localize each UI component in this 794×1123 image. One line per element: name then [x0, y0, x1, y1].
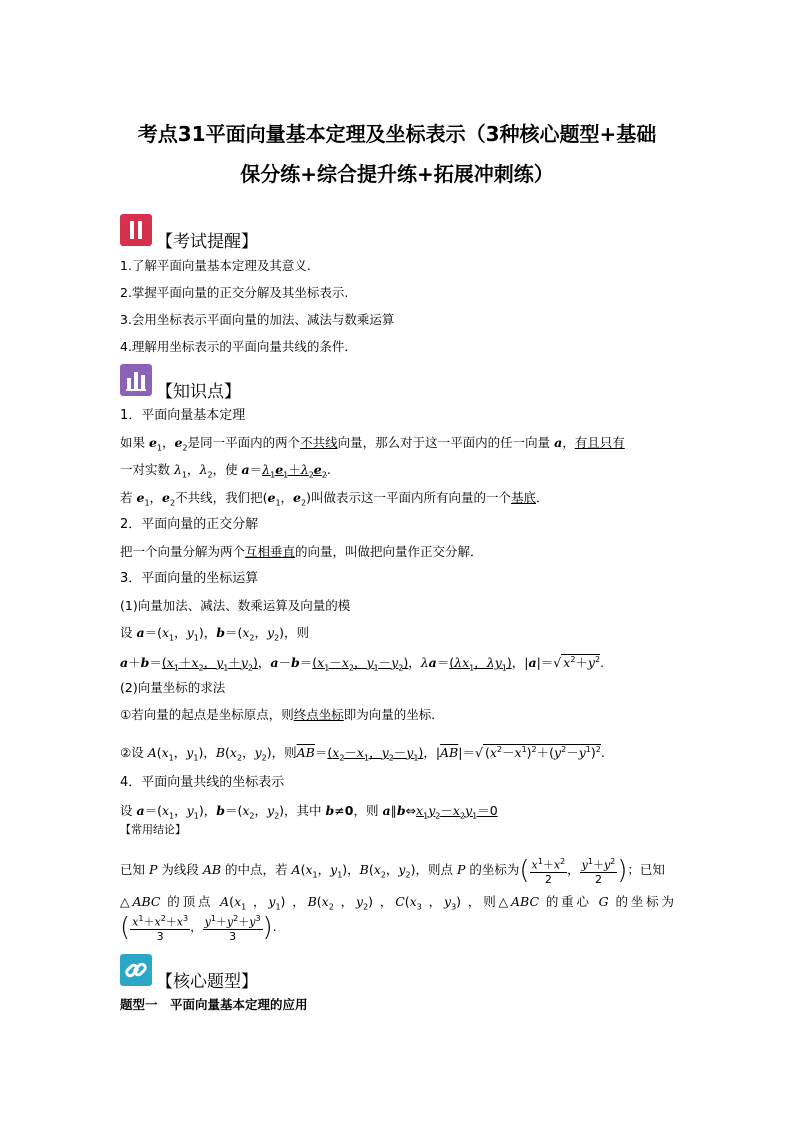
coordinate-rule-1: ①若向量的起点是坐标原点，则终点坐标即为向量的坐标．	[120, 707, 444, 722]
midpoint-formula-line: 已知 P 为线段 AB 的中点，若 $A(x_1$，$y_1$)，$B(x_2$，$y_2$)，则点 P 的坐标为( $\frac{x^1+x^2}{2}$ ， $\frac{y^1+y^2}{2}$ )；已知	[120, 855, 665, 886]
page-title-line1: 考点31平面向量基本定理及坐标表示（3种核心题型+基础	[137, 122, 657, 146]
page-title-line2: 保分练+综合提升练+拓展冲刺练）	[240, 162, 554, 186]
reminder-item-4: 4.理解用坐标表示的平面向量共线的条件．	[120, 339, 357, 354]
knowledge-heading-4: 4．平面向量共线的坐标表示	[120, 775, 285, 790]
orthogonal-decomposition-text: 把一个向量分解为两个互相垂直的向量，叫做把向量作正交分解．	[120, 544, 483, 559]
section-core-heading: 【核心题型】	[156, 972, 258, 992]
reminder-item-1: 1.了解平面向量基本定理及其意义.	[120, 258, 311, 273]
knowledge-heading-3: 3．平面向量的坐标运算	[120, 571, 259, 586]
core-type-1-heading: 题型一 平面向量基本定理的应用	[120, 997, 308, 1012]
theorem-line-2: 一对实数 $\lambda_1$，$\lambda_2$，使 $a=\lambda_1e_1+\lambda_2e_2$.	[120, 462, 331, 480]
knowledge-heading-2: 2．平面向量的正交分解	[120, 517, 259, 532]
coordinate-setup: 设 $a=(x_1$，$y_1$)，$b=(x_2$，$y_2$)，则	[120, 625, 310, 643]
collinear-condition: 设 $a=(x_1$，$y_1$)，$b=(x_2$，$y_2$)，其中 b≠0，则 $a\parallel b\Leftrightarrow x_1y_2-x_2y_1=0$	[120, 803, 498, 821]
knowledge-heading-1: 1．平面向量基本定理	[120, 408, 246, 423]
centroid-formula-line-2: ( $\frac{x^1+x^2+x^3}{3}$ ， $\frac{y^1+y^2+y^3}{3}$ ).	[120, 912, 277, 943]
common-conclusion-label: 【常用结论】	[120, 823, 186, 836]
centroid-formula-line-1: △ABC 的顶点 $A(x_1$ ，$y_1$) ，$B(x_2$ ，$y_2$) ，$C(x_3$ ，$y_3$) ，则△ABC 的重心 G 的坐标为	[120, 894, 675, 912]
knowledge-sub-heading-3-2: (2)向量坐标的求法	[120, 680, 226, 695]
theorem-line-3: 若 $e_1$，$e_2$不共线，我们把($e_1$，$e_2$)叫做表示这一平面内所有向量的一个基底．	[120, 490, 549, 508]
bar-chart-icon	[120, 364, 152, 396]
link-icon	[120, 954, 152, 986]
knowledge-sub-heading-3-1: (1)向量加法、减法、数乘运算及向量的模	[120, 598, 351, 613]
coordinate-rule-2: ②设 $A(x_1$，$y_1$)，$B(x_2$，$y_2$)，则$\overline{AB}=(x_2-x_1$，$y_2-y_1$)，$|\overline{AB}|=√$ $(x^2-x^1)^2+(y^2-y^1)^2$.	[120, 745, 605, 763]
section-knowledge-heading: 【知识点】	[156, 382, 241, 402]
coordinate-operations: $a+b=(x_1+x_2$，$y_1+y_2$)，$a-b=(x_1-x_2$，$y_1-y_2$)，$\lambda a=(\lambda x_1$，$\lambda y_1$)，|a|＝√ $x^2+y^2$.	[120, 655, 605, 673]
pause-bars-icon	[120, 214, 152, 246]
reminder-item-2: 2.掌握平面向量的正交分解及其坐标表示.	[120, 285, 349, 300]
theorem-line-1: 如果 $e_1$，$e_2$是同一平面内的两个不共线向量，那么对于这一平面内的任一向量 a，有且只有	[120, 435, 625, 453]
section-reminder-heading: 【考试提醒】	[156, 232, 258, 252]
reminder-item-3: 3.会用坐标表示平面向量的加法、减法与数乘运算	[120, 312, 395, 327]
